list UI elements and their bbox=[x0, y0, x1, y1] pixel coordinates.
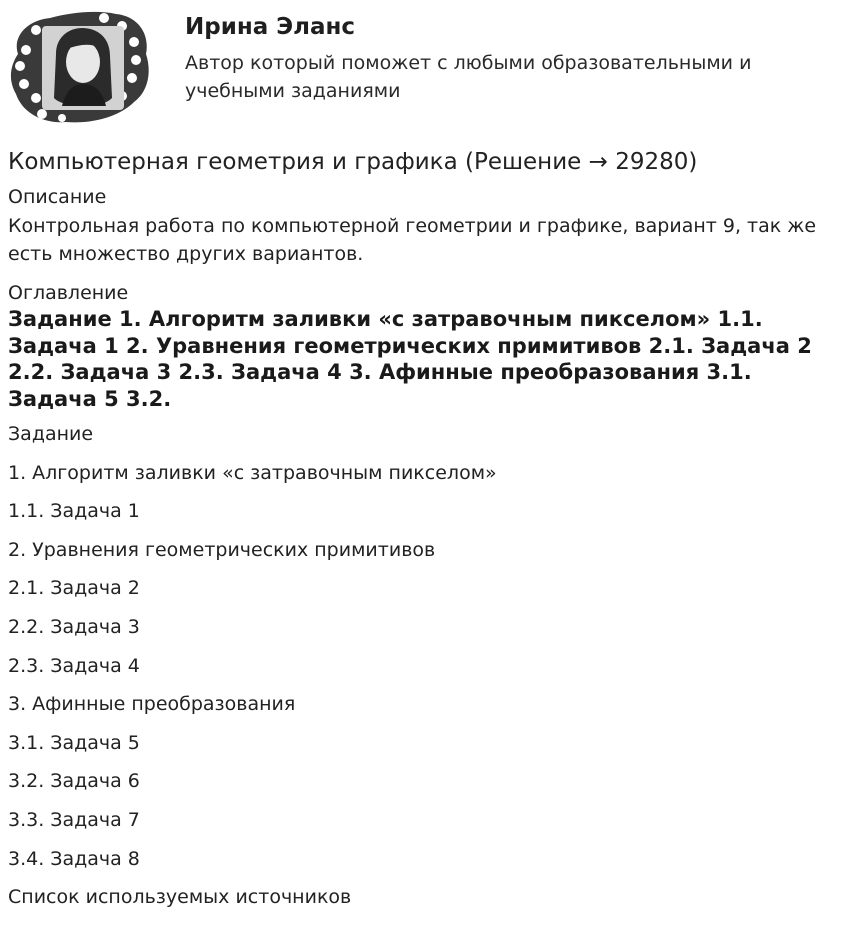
page-title: Компьютерная геометрия и графика (Решение → 29280) bbox=[8, 149, 698, 175]
toc-item: 3.1. Задача 5 bbox=[8, 731, 140, 754]
toc-item: 3. Афинные преобразования bbox=[8, 693, 296, 716]
toc-summary: Задание 1. Алгоритм заливки «с затравочным пикселом» 1.1. Задача 1 2. Уравнения геометрических примитивов 2.1. Задача 2 2.2. Задача 3 2.3. Задача 4 3. Афинные преобразования 3.1. Задача 5 3.2. bbox=[8, 307, 812, 411]
toc-item: 1.1. Задача 1 bbox=[8, 500, 140, 523]
author-avatar bbox=[6, 6, 152, 128]
author-description: Автор который поможет с любыми образовательными и учебными заданиями bbox=[185, 52, 752, 102]
toc-item: 1. Алгоритм заливки «с затравочным пикселом» bbox=[8, 461, 497, 484]
toc-item: 2.3. Задача 4 bbox=[8, 654, 140, 677]
toc-item: 2. Уравнения геометрических примитивов bbox=[8, 538, 436, 561]
toc-label: Оглавление bbox=[8, 282, 129, 304]
toc-list bbox=[8, 422, 840, 910]
author-header bbox=[0, 0, 847, 140]
toc-item: Список используемых источников bbox=[8, 886, 352, 909]
main-content bbox=[8, 146, 840, 924]
toc-item: 2.2. Задача 3 bbox=[8, 615, 140, 638]
toc-item: 3.4. Задача 8 bbox=[8, 847, 140, 870]
toc-item: 3.3. Задача 7 bbox=[8, 808, 140, 831]
toc-item: 2.1. Задача 2 bbox=[8, 577, 140, 600]
toc-item: Задание bbox=[8, 423, 94, 445]
author-photo bbox=[42, 26, 124, 110]
description-label: Описание bbox=[8, 186, 107, 208]
author-name: Ирина Эланс bbox=[185, 14, 356, 40]
toc-item: 3.2. Задача 6 bbox=[8, 770, 140, 793]
description-text: Контрольная работа по компьютерной геометрии и графике, вариант 9, так же есть множество других вариантов. bbox=[8, 215, 817, 265]
